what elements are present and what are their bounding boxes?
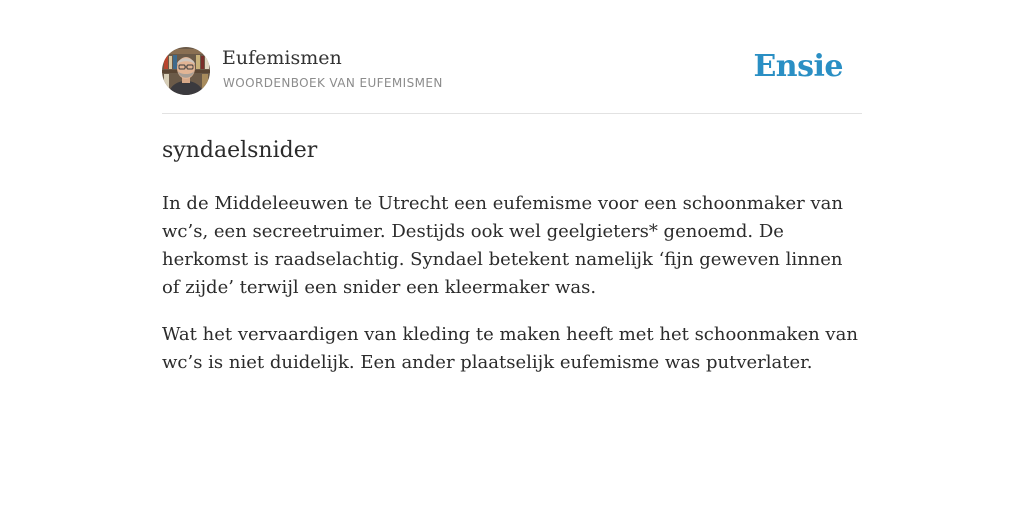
entry-definition: [162, 190, 862, 396]
definition-paragraph: In de Middeleeuwen te Utrecht een eufemisme voor een schoonmaker van wc’s, een secreetruimer. Destijds ook wel geelgieters* genoemd. De herkomst is raadselachtig. Syndael betekent namelijk ‘fijn geweven linnen of zijde’ terwijl een snider een kleermaker was.: [162, 193, 843, 298]
ensie-logo[interactable]: Ensie: [753, 49, 843, 84]
avatar[interactable]: [162, 47, 210, 95]
dictionary-title[interactable]: Eufemismen: [222, 47, 342, 69]
definition-paragraph: Wat het vervaardigen van kleding te maken heeft met het schoonmaken van wc’s is niet duidelijk. Een ander plaatselijk eufemisme was putverlater.: [162, 324, 858, 373]
author-avatar-icon: [162, 47, 210, 95]
entry-term: syndaelsnider: [162, 138, 318, 163]
dictionary-subtitle: WOORDENBOEK VAN EUFEMISMEN: [223, 76, 443, 90]
header-divider: [162, 113, 862, 114]
site-header: [162, 46, 862, 98]
